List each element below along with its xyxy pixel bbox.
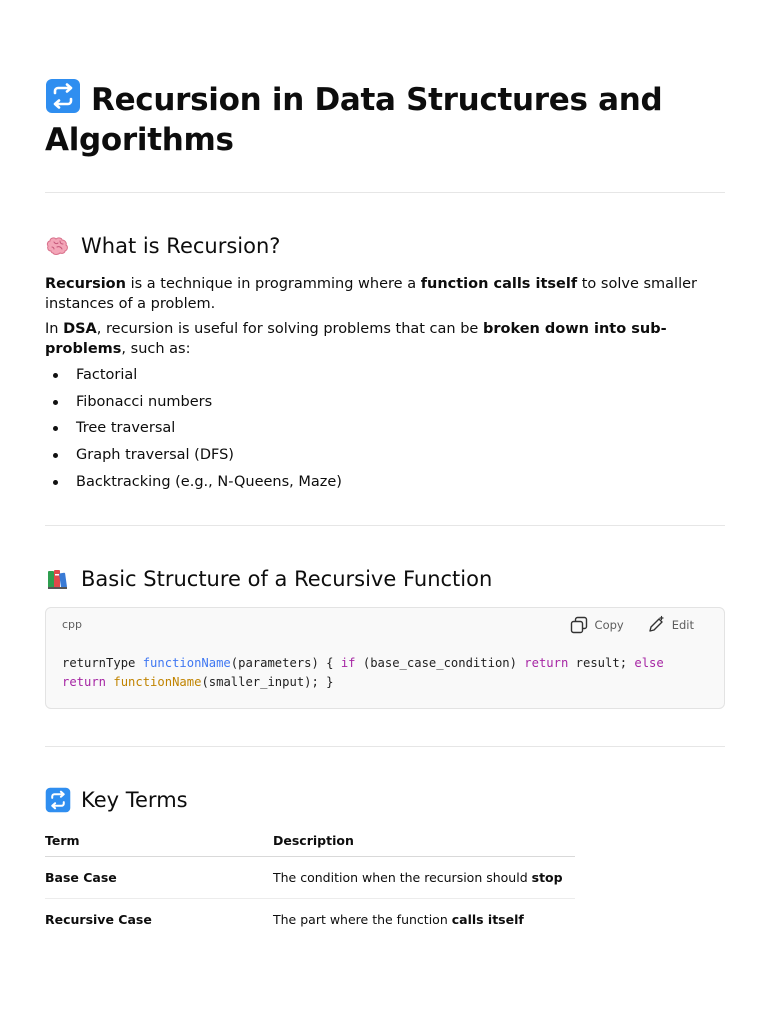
brain-icon: [45, 233, 71, 259]
code-token: (base_case_condition): [355, 655, 525, 670]
section-heading-text: What is Recursion?: [81, 234, 281, 258]
bold-text: function calls itself: [420, 276, 578, 292]
section-heading-text: Key Terms: [81, 787, 188, 812]
code-language-label: cpp: [62, 617, 83, 631]
description-cell: [273, 856, 575, 898]
paragraph-usage: [45, 320, 725, 359]
divider: [45, 525, 725, 526]
copy-icon: [569, 615, 589, 635]
column-header-term: Term: [45, 832, 273, 857]
table-row: [45, 898, 575, 940]
code-token-keyword: else: [634, 655, 664, 670]
key-terms-table: [45, 832, 575, 940]
code-token-function: functionName: [142, 655, 231, 670]
repeat-arrows-icon: [45, 78, 81, 122]
list-item: Tree traversal: [45, 418, 725, 438]
text: , recursion is useful for solving problems that can be: [96, 321, 483, 337]
section-heading-basic: [45, 566, 725, 592]
edit-pencil-icon: [646, 615, 666, 635]
copy-button[interactable]: [569, 615, 624, 635]
text: is a technique in programming where a: [125, 276, 421, 292]
code-token: result;: [568, 655, 635, 670]
code-token: returnType: [62, 655, 143, 670]
term-cell: Base Case: [45, 856, 273, 898]
copy-label: Copy: [594, 617, 624, 632]
bold-text: stop: [531, 869, 563, 885]
text: The condition when the recursion should: [273, 869, 532, 885]
code-token: (smaller_input); }: [201, 675, 334, 690]
code-token-function-call: functionName: [113, 675, 202, 690]
code-actions: [569, 615, 694, 635]
section-heading-key-terms: [45, 787, 725, 813]
edit-label: Edit: [671, 617, 694, 632]
section-heading-text: Basic Structure of a Recursive Function: [81, 566, 493, 591]
page-title: [45, 78, 725, 158]
divider: [45, 746, 725, 747]
column-header-description: Description: [273, 832, 575, 857]
bold-text: DSA: [63, 321, 97, 337]
list-item: Graph traversal (DFS): [45, 445, 725, 465]
list-item: Backtracking (e.g., N-Queens, Maze): [45, 472, 725, 492]
description-cell: [273, 898, 575, 940]
list-item: Fibonacci numbers: [45, 392, 725, 412]
code-token: (parameters) {: [230, 655, 341, 670]
page-title-text: Recursion in Data Structures and Algorithms: [45, 82, 663, 158]
code-token-keyword: if: [340, 655, 356, 670]
paragraph-definition: [45, 275, 725, 314]
bold-text: Recursion: [45, 276, 126, 292]
code-token-keyword: return: [62, 675, 107, 690]
uses-list: [45, 365, 725, 492]
repeat-arrows-icon: [45, 787, 71, 813]
page: [45, 0, 725, 940]
table-header-row: [45, 832, 575, 857]
text: The part where the function: [273, 911, 452, 927]
list-item: Factorial: [45, 365, 725, 385]
bold-text: broken down into sub-problems: [45, 321, 667, 357]
text: , such as:: [121, 340, 191, 357]
text: to solve smaller instances of a problem.: [45, 276, 697, 312]
text: In: [45, 321, 64, 337]
term-cell: Recursive Case: [45, 911, 152, 927]
section-heading-what: [45, 233, 725, 259]
code-block: [45, 607, 725, 709]
books-icon: [45, 566, 71, 592]
table-row: [45, 856, 575, 898]
code-content: [62, 654, 664, 693]
bold-text: calls itself: [451, 911, 524, 927]
code-token-keyword: return: [524, 655, 569, 670]
divider: [45, 192, 725, 193]
edit-button[interactable]: [646, 615, 694, 635]
